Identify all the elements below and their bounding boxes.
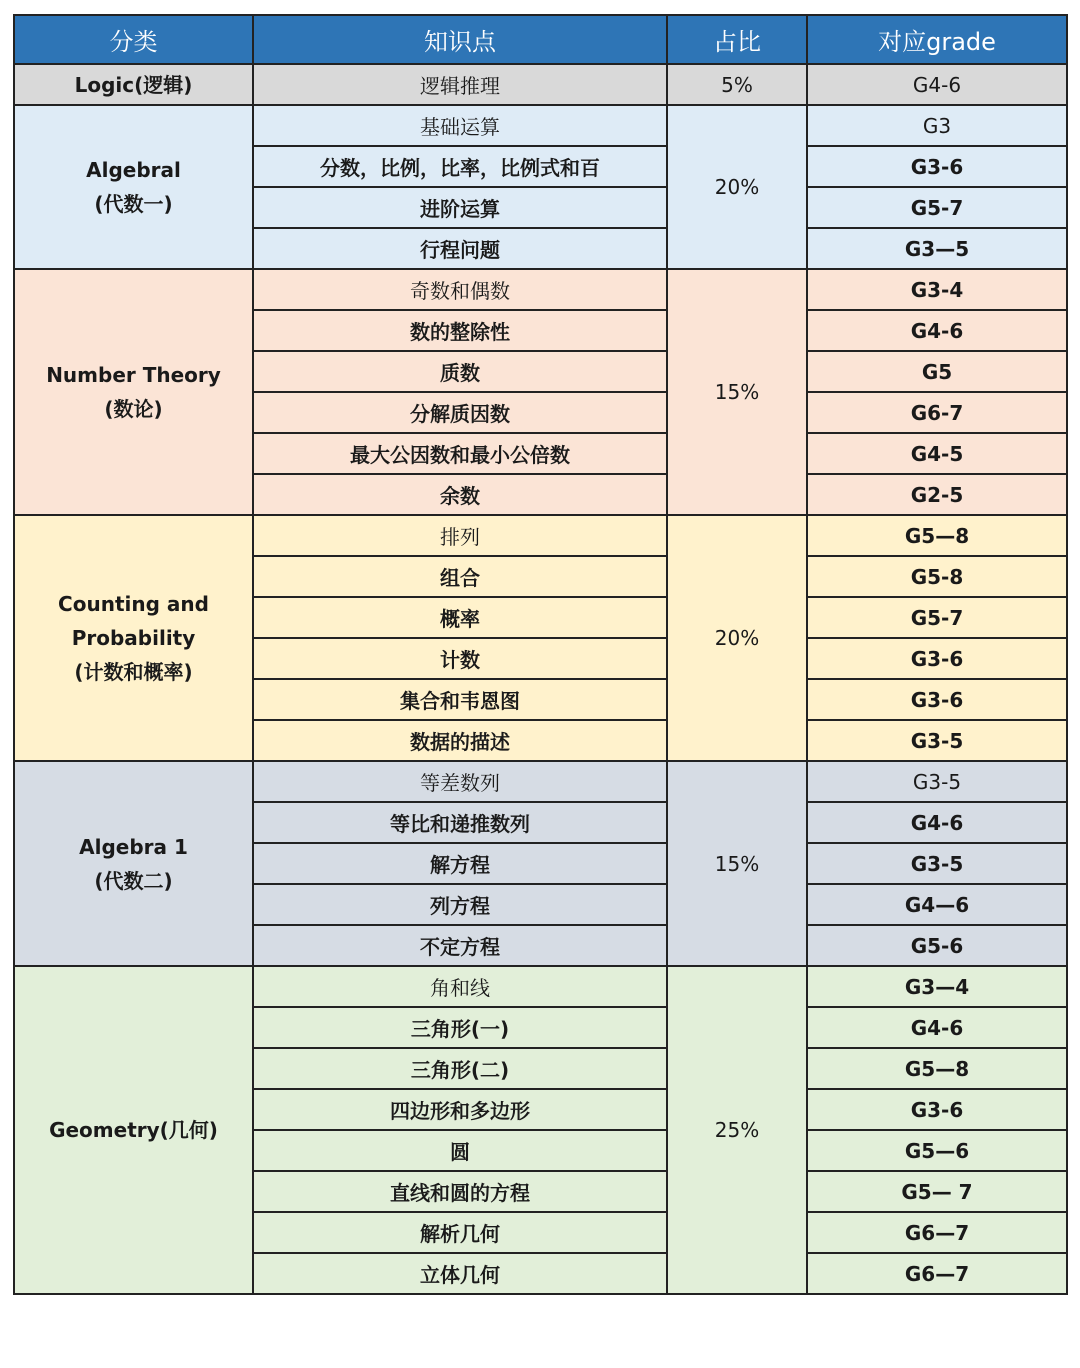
grade-cell: G2-5 (807, 474, 1067, 515)
category-label: Number Theory (46, 363, 221, 387)
category-cell (14, 966, 253, 1294)
grade-cell: G4-6 (807, 310, 1067, 351)
header-category: 分类 (14, 15, 253, 64)
grade-cell: G3-5 (807, 720, 1067, 761)
grade-cell: G5—6 (807, 1130, 1067, 1171)
grade-cell: G5-6 (807, 925, 1067, 966)
topic-cell: 数据的描述 (253, 720, 667, 761)
grade-cell: G5—8 (807, 1048, 1067, 1089)
category-cell (14, 515, 253, 761)
topic-cell: 三角形(一) (253, 1007, 667, 1048)
header-share: 占比 (667, 15, 807, 64)
grade-cell: G4-5 (807, 433, 1067, 474)
topic-cell: 解方程 (253, 843, 667, 884)
grade-cell: G3-5 (807, 761, 1067, 802)
grade-cell: G5 (807, 351, 1067, 392)
topic-cell: 三角形(二) (253, 1048, 667, 1089)
grade-cell: G4-6 (807, 1007, 1067, 1048)
topic-cell: 排列 (253, 515, 667, 556)
table-row (14, 515, 1067, 556)
curriculum-table (13, 14, 1068, 1295)
topic-cell: 逻辑推理 (253, 64, 667, 105)
table-row (14, 269, 1067, 310)
grade-cell: G4—6 (807, 884, 1067, 925)
category-label: (代数一) (94, 192, 173, 216)
topic-cell: 列方程 (253, 884, 667, 925)
topic-cell: 概率 (253, 597, 667, 638)
share-cell: 20% (667, 105, 807, 269)
table-row (14, 966, 1067, 1007)
grade-cell: G5—8 (807, 515, 1067, 556)
header-row (14, 15, 1067, 64)
category-label: (代数二) (94, 868, 173, 893)
topic-cell: 数的整除性 (253, 310, 667, 351)
topic-cell: 角和线 (253, 966, 667, 1007)
grade-cell: G3-6 (807, 146, 1067, 187)
grade-cell: G6—7 (807, 1212, 1067, 1253)
grade-cell: G3-6 (807, 1089, 1067, 1130)
topic-cell: 分数，比例，比率，比例式和百 (253, 146, 667, 187)
header-grade: 对应grade (807, 15, 1067, 64)
topic-cell: 最大公因数和最小公倍数 (253, 433, 667, 474)
topic-cell: 基础运算 (253, 105, 667, 146)
grade-cell: G6—7 (807, 1253, 1067, 1294)
share-cell: 15% (667, 761, 807, 966)
category-cell (14, 269, 253, 515)
grade-cell: G5-8 (807, 556, 1067, 597)
topic-cell: 等比和递推数列 (253, 802, 667, 843)
topic-cell: 不定方程 (253, 925, 667, 966)
topic-cell: 分解质因数 (253, 392, 667, 433)
table-body (14, 64, 1067, 1294)
topic-cell: 立体几何 (253, 1253, 667, 1294)
category-cell (14, 64, 253, 105)
category-label: Algebra 1 (79, 834, 188, 859)
grade-cell: G4-6 (807, 64, 1067, 105)
topic-cell: 集合和韦恩图 (253, 679, 667, 720)
category-label: Logic(逻辑) (74, 72, 193, 97)
topic-cell: 解析几何 (253, 1212, 667, 1253)
grade-cell: G5-7 (807, 597, 1067, 638)
table-row (14, 105, 1067, 146)
grade-cell: G3-5 (807, 843, 1067, 884)
grade-cell: G3 (807, 105, 1067, 146)
category-label: Probability (71, 626, 196, 650)
table-row (14, 761, 1067, 802)
category-label: (计数和概率) (74, 660, 193, 684)
category-cell (14, 761, 253, 966)
grade-cell: G3-6 (807, 638, 1067, 679)
share-cell: 20% (667, 515, 807, 761)
topic-cell: 圆 (253, 1130, 667, 1171)
topic-cell: 四边形和多边形 (253, 1089, 667, 1130)
share-cell: 15% (667, 269, 807, 515)
grade-cell: G3-6 (807, 679, 1067, 720)
category-cell (14, 105, 253, 269)
share-cell: 25% (667, 966, 807, 1294)
category-label: Counting and (58, 592, 209, 616)
topic-cell: 组合 (253, 556, 667, 597)
grade-cell: G3—5 (807, 228, 1067, 269)
topic-cell: 进阶运算 (253, 187, 667, 228)
topic-cell: 行程问题 (253, 228, 667, 269)
table-header (14, 15, 1067, 64)
grade-cell: G4-6 (807, 802, 1067, 843)
topic-cell: 直线和圆的方程 (253, 1171, 667, 1212)
grade-cell: G6-7 (807, 392, 1067, 433)
category-label: Algebral (86, 158, 181, 182)
topic-cell: 等差数列 (253, 761, 667, 802)
topic-cell: 奇数和偶数 (253, 269, 667, 310)
table-row (14, 64, 1067, 105)
topic-cell: 计数 (253, 638, 667, 679)
grade-cell: G5— 7 (807, 1171, 1067, 1212)
topic-cell: 质数 (253, 351, 667, 392)
topic-cell: 余数 (253, 474, 667, 515)
grade-cell: G3-4 (807, 269, 1067, 310)
header-topic: 知识点 (253, 15, 667, 64)
category-label: Geometry(几何) (49, 1118, 218, 1142)
share-cell: 5% (667, 64, 807, 105)
grade-cell: G5-7 (807, 187, 1067, 228)
grade-cell: G3—4 (807, 966, 1067, 1007)
category-label: (数论) (104, 397, 163, 421)
